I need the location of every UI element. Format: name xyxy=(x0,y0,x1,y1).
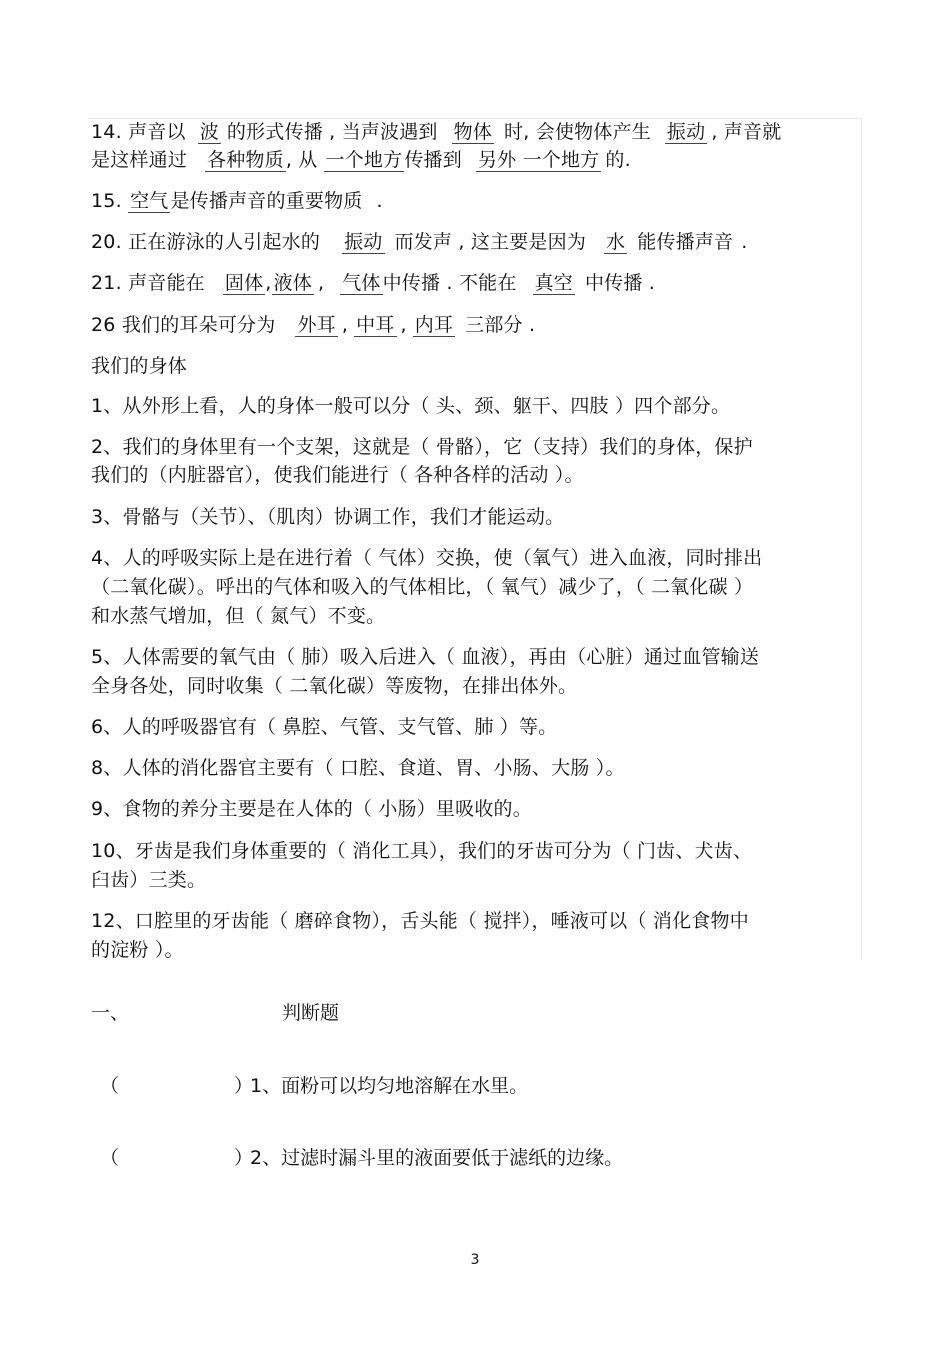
question-number: 20. xyxy=(91,231,122,253)
question-number: 15. xyxy=(91,190,122,212)
answer-blank: 物体 xyxy=(453,121,493,143)
question-number: 26 xyxy=(91,314,116,336)
paren-open: （ xyxy=(100,1075,120,1097)
question-20 xyxy=(91,228,748,256)
question-text: 是传播声音的重要物质 xyxy=(170,190,363,212)
answer-blank: 振动 xyxy=(344,231,383,253)
question-text: 的形式传播 , 当声波遇到 xyxy=(226,121,438,143)
answer-blank: 固体 xyxy=(224,272,264,294)
body-line: 12、口腔里的牙齿能（ 磨碎食物），舌头能（ 搅拌），唾液可以（ 消化食物中 xyxy=(91,910,749,932)
answer-blank: 内耳 xyxy=(414,314,454,336)
question-text: , xyxy=(341,314,349,336)
question-26 xyxy=(91,311,535,339)
judge-item xyxy=(100,1072,529,1100)
question-14-line-1 xyxy=(91,118,781,146)
body-line: 2、我们的身体里有一个支架，这就是（ 骨骼），它（支持）我们的身体，保护 xyxy=(91,436,753,458)
section-heading: 我们的身体 xyxy=(91,355,188,377)
answer-blank: 另外 一个地方 xyxy=(477,149,600,171)
paren-close: ） xyxy=(234,1147,254,1169)
body-line: 1、从外形上看，人的身体一般可以分（ 头、颈、躯干、四肢 ）四个部分。 xyxy=(91,395,731,417)
answer-blank: 外耳 xyxy=(297,314,336,336)
judge-text: 2、过滤时漏斗里的液面要低于滤纸的边缘。 xyxy=(250,1147,624,1169)
question-text: , xyxy=(400,314,407,336)
answer-blank: 液体 xyxy=(273,272,312,294)
body-line: （二氧化碳）。呼出的气体和吸入的气体相比，（ 氧气）减少了，（ 二氧化碳 ） xyxy=(91,576,754,598)
question-text: 中传播 . xyxy=(584,272,656,294)
question-text: . xyxy=(741,231,748,253)
question-21 xyxy=(91,269,655,297)
body-line: 我们的（内脏器官），使我们能进行（ 各种各样的活动 ）。 xyxy=(91,464,584,486)
question-14-line-2 xyxy=(91,146,631,174)
body-line: 臼齿）三类。 xyxy=(91,869,207,891)
body-line: 5、人体需要的氧气由（ 肺）吸入后进入（ 血液），再由（心脏）通过血管输送 xyxy=(91,646,760,668)
question-text: 三部分 . xyxy=(465,314,536,336)
question-text: 的. xyxy=(605,149,631,171)
question-text: 正在游泳的人引起水的 xyxy=(128,231,321,253)
body-line: 4、人的呼吸实际上是在进行着（ 气体）交换，使（氧气）进入血液，同时排出 xyxy=(91,547,763,569)
question-15 xyxy=(91,187,383,215)
question-number: 14. xyxy=(91,121,122,143)
answer-blank: 真空 xyxy=(534,272,573,294)
answer-blank: 各种物质 xyxy=(207,149,284,171)
body-line: 10、牙齿是我们身体重要的（ 消化工具），我们的牙齿可分为（ 门齿、犬齿、 xyxy=(91,840,753,862)
body-line: 9、食物的养分主要是在人体的（ 小肠）里吸收的。 xyxy=(91,798,532,820)
section-title: 判断题 xyxy=(282,1002,340,1024)
question-text: 时, 会使物体产生 xyxy=(504,121,651,143)
body-line: 3、骨骼与（关节）、（肌肉）协调工作，我们才能运动。 xyxy=(91,506,565,528)
answer-blank: 水 xyxy=(606,231,626,253)
body-line: 全身各处，同时收集（ 二氧化碳）等废物，在排出体外。 xyxy=(91,675,578,697)
question-text: , xyxy=(265,272,272,294)
body-line: 和水蒸气增加，但（ 氮气）不变。 xyxy=(91,605,386,627)
section-number: 一、 xyxy=(91,1002,130,1024)
question-text: 传播到 xyxy=(404,149,462,171)
question-text: , 从 xyxy=(285,149,318,171)
body-line: 的淀粉 ）。 xyxy=(91,939,184,961)
question-text: , xyxy=(317,272,325,294)
question-text: 声音以 xyxy=(128,121,186,143)
question-text: 声音能在 xyxy=(128,272,205,294)
body-line: 6、人的呼吸器官有（ 鼻腔、气管、支气管、肺 ）等。 xyxy=(91,716,558,738)
answer-blank: 一个地方 xyxy=(325,149,403,171)
question-text: 我们的耳朵可分为 xyxy=(121,314,276,336)
judge-text: 1、面粉可以均匀地溶解在水里。 xyxy=(250,1075,529,1097)
paren-close: ） xyxy=(234,1075,254,1097)
question-text: 能传播声音 xyxy=(637,231,734,253)
answer-blank: 空气 xyxy=(130,190,169,212)
body-line: 8、人体的消化器官主要有（ 口腔、食道、胃、小肠、大肠 ）。 xyxy=(91,757,625,779)
page-number: 3 xyxy=(470,1252,480,1268)
question-text: 是这样通过 xyxy=(91,149,188,171)
answer-blank: 中耳 xyxy=(356,314,395,336)
question-number: 21. xyxy=(91,272,122,294)
paren-open: （ xyxy=(100,1147,120,1169)
answer-blank: 气体 xyxy=(342,272,381,294)
answer-blank: 波 xyxy=(199,121,219,143)
question-text: 中传播 . 不能在 xyxy=(382,272,517,294)
question-text: , 声音就 xyxy=(711,121,782,143)
question-text: . xyxy=(376,190,383,212)
answer-blank: 振动 xyxy=(666,121,706,143)
judge-item xyxy=(100,1144,624,1172)
question-text: 而发声 , 这主要是因为 xyxy=(394,231,587,253)
